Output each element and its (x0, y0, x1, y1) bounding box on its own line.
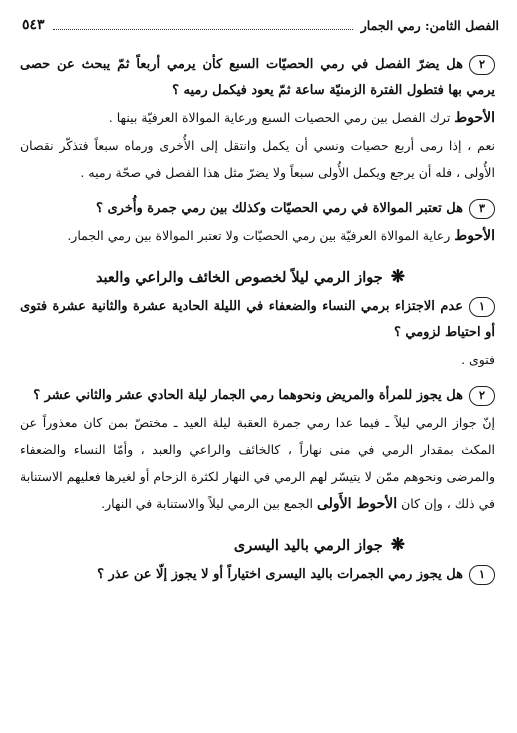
section1-answer-2 (20, 409, 495, 518)
section1-question-1 (20, 294, 495, 346)
section1-answer-1: فتوى . (461, 352, 495, 367)
answer-text: إنّ جواز الرمي ليلاً ـ فيما عدا رمي جمرة العقبة ليلة العيد ـ مختصّ بمن كان معذوراً عن المكث بمقدار الرمي في منى نهاراً ، كالخائف والراعي والعبد ، وأمّا النساء والضعفاء والمرضى ونحوهم ممّن لا يتيسّر لهم الرمي في النهار لكثرة الزحام أو لغيرها فعليهم الاستنابة في ذلك ، وإن كان (20, 415, 495, 511)
section-heading-night-throwing: ❋جواز الرمي ليلاً لخصوص الخائف والراعي والعبد (95, 267, 405, 287)
answer-text-end: الجمع بين الرمي ليلاً والاستنابة في النهار. (101, 496, 317, 511)
flower-ornament-icon: ❋ (390, 267, 405, 287)
question-text: هل تعتبر الموالاة في رمي الحصيّات وكذلك بين رمي جمرة وأُخرى ؟ (96, 201, 463, 216)
section-heading-left-hand: ❋جواز الرمي باليد اليسرى (233, 535, 405, 555)
chapter-title: الفصل الثامن: رمي الجمار (360, 17, 499, 33)
question-number-badge: ١ (469, 565, 495, 585)
answer-2 (20, 104, 495, 132)
answer-2-continued: نعم ، إذا رمى أربع حصيات ونسي أن يكمل وانتقل إلى الأُخرى ورماه سبعاً فتذكّر نقصان الأُولى ، فله أن يرجع ويكمل الأُولى سبعاً ولا يضرّ مثل هذا الفصل في صحّة رميه . (20, 138, 495, 180)
flower-ornament-icon: ❋ (390, 535, 405, 555)
section1-question-2 (20, 383, 495, 409)
question-text: هل يضرّ الفصل في رمي الحصيّات السبع كأن يرمي أربعاً ثمّ يبحث عن حصى يرمي بها فتطول الفترة الزمنيّة ساعة ثمّ يعود فيكمل رميه ؟ (20, 57, 495, 98)
question-number-badge: ٢ (469, 386, 495, 406)
question-2 (20, 52, 495, 104)
question-text: هل يجوز للمرأة والمريض ونحوهما رمي الجمار ليلة الحادي عشر والثاني عشر ؟ (33, 388, 463, 403)
answer-text: رعاية الموالاة العرفيّة بين رمي الحصيّات ولا تعتبر الموالاة بين رمي الجمار. (67, 228, 455, 243)
ruling-keyword: الأحوط (454, 110, 495, 126)
section2-question-1 (20, 562, 495, 588)
answer-3 (20, 222, 495, 250)
question-text: عدم الاجتزاء برمي النساء والضعفاء في الليلة الحادية عشرة والثانية عشرة فتوى أو احتياط لزومي ؟ (20, 299, 495, 340)
question-number-badge: ١ (469, 297, 495, 317)
ruling-keyword: الأحوط الأَولى (317, 496, 398, 512)
question-3 (20, 196, 495, 222)
page-body (20, 52, 495, 588)
ruling-keyword: الأحوط (454, 228, 495, 244)
question-text: هل يجوز رمي الجمرات باليد اليسرى اختياراً أو لا يجوز إلّا عن عذر ؟ (97, 567, 463, 582)
running-header (22, 14, 499, 36)
page-number: ٥٤٣ (22, 17, 45, 33)
question-number-badge: ٢ (469, 55, 495, 75)
question-number-badge: ٣ (469, 199, 495, 219)
header-dot-leader (53, 21, 353, 30)
answer-text: ترك الفصل بين رمي الحصيات السبع ورعاية الموالاة العرفيّة بينها . (108, 110, 455, 125)
